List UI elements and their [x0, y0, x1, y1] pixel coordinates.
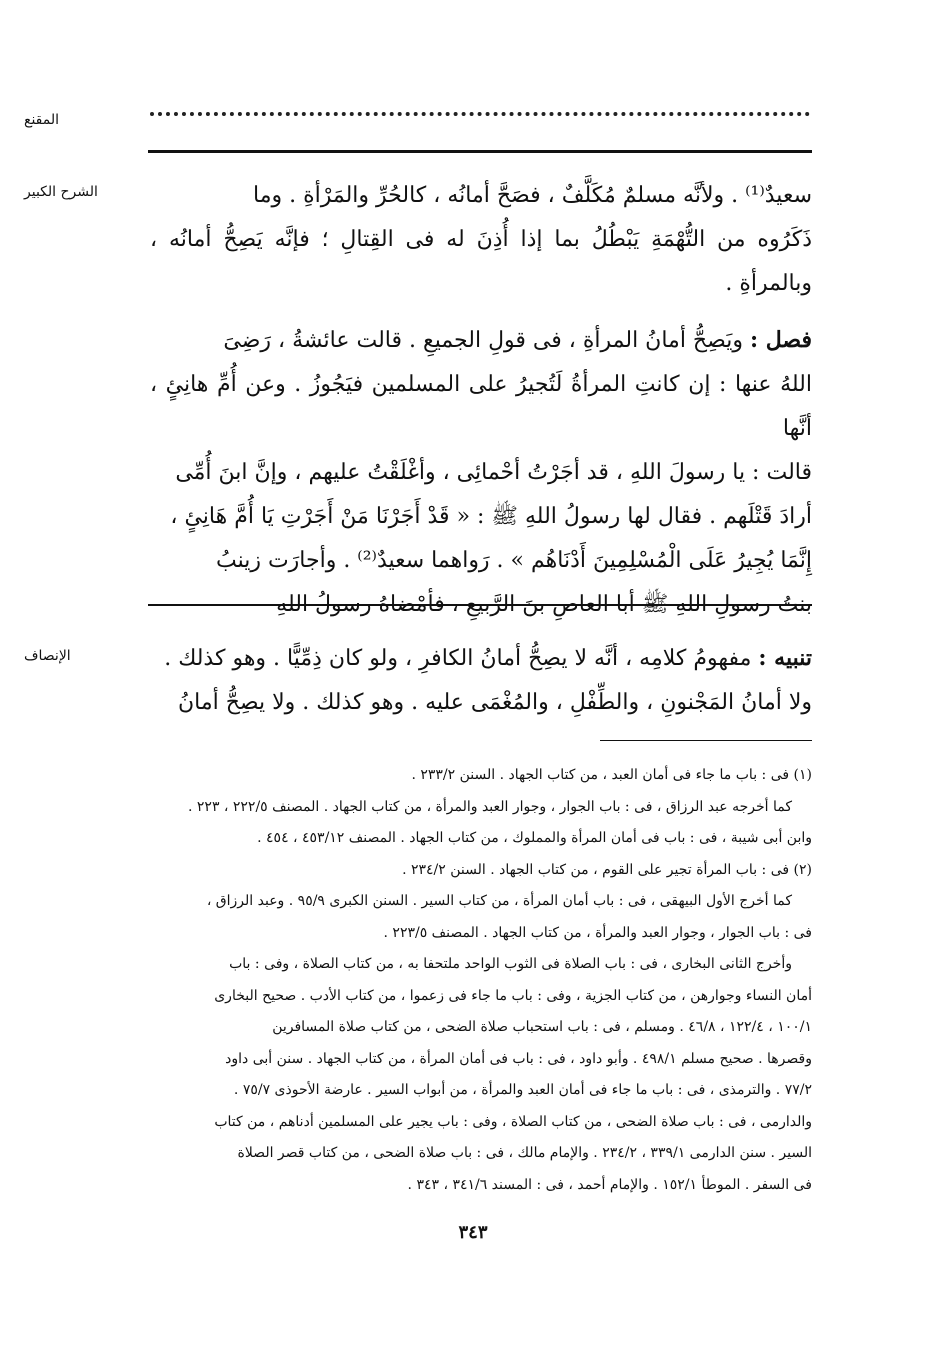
- footnote-line: وابن أبى شيبة ، فى : باب فى أمان المرأة والمملوك ، من كتاب الجهاد . المصنف ٤٥٣/١٢ ، ٤٥٤ .: [257, 830, 812, 846]
- fasl-line: قالت : يا رسولَ اللهِ ، قد أجَرْتُ أحْمائِى ، وأغْلَقْتُ عليهم ، وإنَّ ابنَ أُمِّى: [175, 460, 812, 485]
- insaf-line: [150, 636, 812, 681]
- footnote-line: كما أخرجه عبد الرزاق ، فى : باب الجوار ، وجوار العبد والمرأة ، من كتاب الجهاد . المصنف ٢٢٢/٥ ، ٢٢٣ .: [188, 798, 792, 815]
- fasl-line-text: ويَصِحُّ أمانُ المرأةِ ، فى قولِ الجميعِ . قالت عائشةُ ، رَضِىَ: [223, 328, 743, 353]
- section-divider: [148, 604, 812, 606]
- fasl-line: اللهُ عنها : إن كانتِ المرأةُ لَتُجيرُ على المسلمين فيَجُوزُ . وعن أُمِّ هانِئٍ ، أنَّها: [150, 372, 812, 441]
- footnote-line: ٧٧/٢ . والترمذى ، فى : باب ما جاء فى أمان العبد والمرأة ، من أبواب السير . عارضة الأحوذى ٧٥/٧ .: [233, 1082, 812, 1098]
- sharh-line: ذَكَرُوه من التُّهْمَةِ يَبْطُلُ بما إذا أُذِنَ له فى القِتالِ ؛ فإنَّه يَصِحُّ أمانُه ، وبالمرأةِ .: [150, 227, 812, 296]
- footnote-line: (٢) فى : باب المرأة تجير على القوم ، من كتاب الجهاد . السنن ٢٣٤/٢ .: [402, 861, 812, 878]
- footnote-rule: [600, 740, 812, 741]
- sharh-text-block: [150, 174, 812, 627]
- header-book-title: المقنع: [24, 112, 60, 128]
- footnote-line: (١) فى : باب ما جاء فى أمان العبد ، من كتاب الجهاد . السنن ٢٣٣/٢ .: [411, 767, 812, 783]
- insaf-line: ولا أمانُ المَجْنونِ ، والطِّفْلِ ، والمُغْمَى عليه . وهو كذلك . ولا يصِحُّ أمانُ: [177, 690, 812, 715]
- footnote-line: أمان النساء وجوارهن ، من كتاب الجزية ، وفى : باب ما جاء فى زعموا ، من كتاب الأدب . صحيح البخارى: [214, 987, 812, 1004]
- footnote-line: وقصرها . صحيح مسلم ٤٩٨/١ . وأبو داود ، فى : باب فى أمان المرأة ، من كتاب الجهاد . سنن أبى داود: [225, 1050, 812, 1067]
- footnote-line: والدارمى ، فى : باب صلاة الضحى ، من كتاب الصلاة ، وفى : باب يجير على المسلمين أدناهم ، من كتاب: [214, 1113, 812, 1130]
- fasl-line: بنتُ رسولِ اللهِ ﷺ أبا العاصِ بنَ الرَّبيعِ ، فأمْضاهُ رسولُ اللهِ: [276, 592, 812, 617]
- footnote-line: السير . سنن الدارمى ٣٣٩/١ ، ٢٣٤/٢ . والإمام مالك ، فى : باب صلاة الضحى ، من كتاب قصر الصلاة: [237, 1145, 812, 1161]
- footnote-line: وأخرج الثانى البخارى ، فى : باب الصلاة فى الثوب الواحد ملتحفا به ، من كتاب الصلاة ، وفى : باب: [229, 956, 792, 972]
- fasl-line: أرادَ قَتْلَهم . فقال لها رسولُ اللهِ ﷺ : « قَدْ أَجَرْنَا مَنْ أَجَرْتِ يَا أُمَّ هَانِئٍ ،: [170, 504, 812, 529]
- insaf-text-block: [150, 636, 812, 725]
- footnote-line: فى : باب الجوار ، وجوار العبد والمرأة ، من كتاب الجهاد . المصنف ٢٢٣/٥ .: [383, 924, 812, 941]
- section-label-insaf: الإنصاف: [24, 648, 71, 664]
- header-rule: [148, 150, 812, 153]
- page-number: ٣٤٣: [458, 1222, 488, 1243]
- footnotes-block: [150, 760, 812, 1201]
- footnote-line: كما أخرج الأول البيهقى ، فى : باب أمان المرأة ، من كتاب السير . السنن الكبرى ٩٥/٩ . وعبد الرزاق ،: [206, 893, 792, 909]
- sharh-line: سعيدٌ⁽¹⁾ . ولأنَّه مسلمٌ مُكَلَّفٌ ، فصَحَّ أمانُه ، كالحُرِّ والمَرْأةِ . وما: [253, 183, 812, 208]
- section-label-sharh: الشرح الكبير: [24, 184, 98, 200]
- fasl-line: إِنَّمَا يُجِيرُ عَلَى الْمُسْلِمِينَ أَدْنَاهُم » . رَواهما سعيدٌ⁽²⁾ . وأجارَت زينبُ: [215, 548, 812, 573]
- fasl-heading: فصل :: [749, 327, 812, 353]
- tanbih-heading: تنبيه :: [758, 645, 812, 671]
- header-dotted-rule: [150, 112, 810, 116]
- fasl-line: [150, 318, 812, 363]
- footnote-line: ١٠٠/١ ، ١٢٢/٤ ، ٤٦/٨ . ومسلم ، فى : باب استحباب صلاة الضحى ، من كتاب صلاة المسافرين: [272, 1019, 812, 1035]
- footnote-line: فى السفر . الموطأ ١٥٢/١ . والإمام أحمد ، فى : المسند ٣٤١/٦ ، ٣٤٣ .: [407, 1176, 812, 1193]
- insaf-line-text: مفهومُ كلامِه ، أنَّه لا يصِحُّ أمانُ الكافرِ ، ولو كان ذِمِّيًّا . وهو كذلك .: [164, 646, 752, 671]
